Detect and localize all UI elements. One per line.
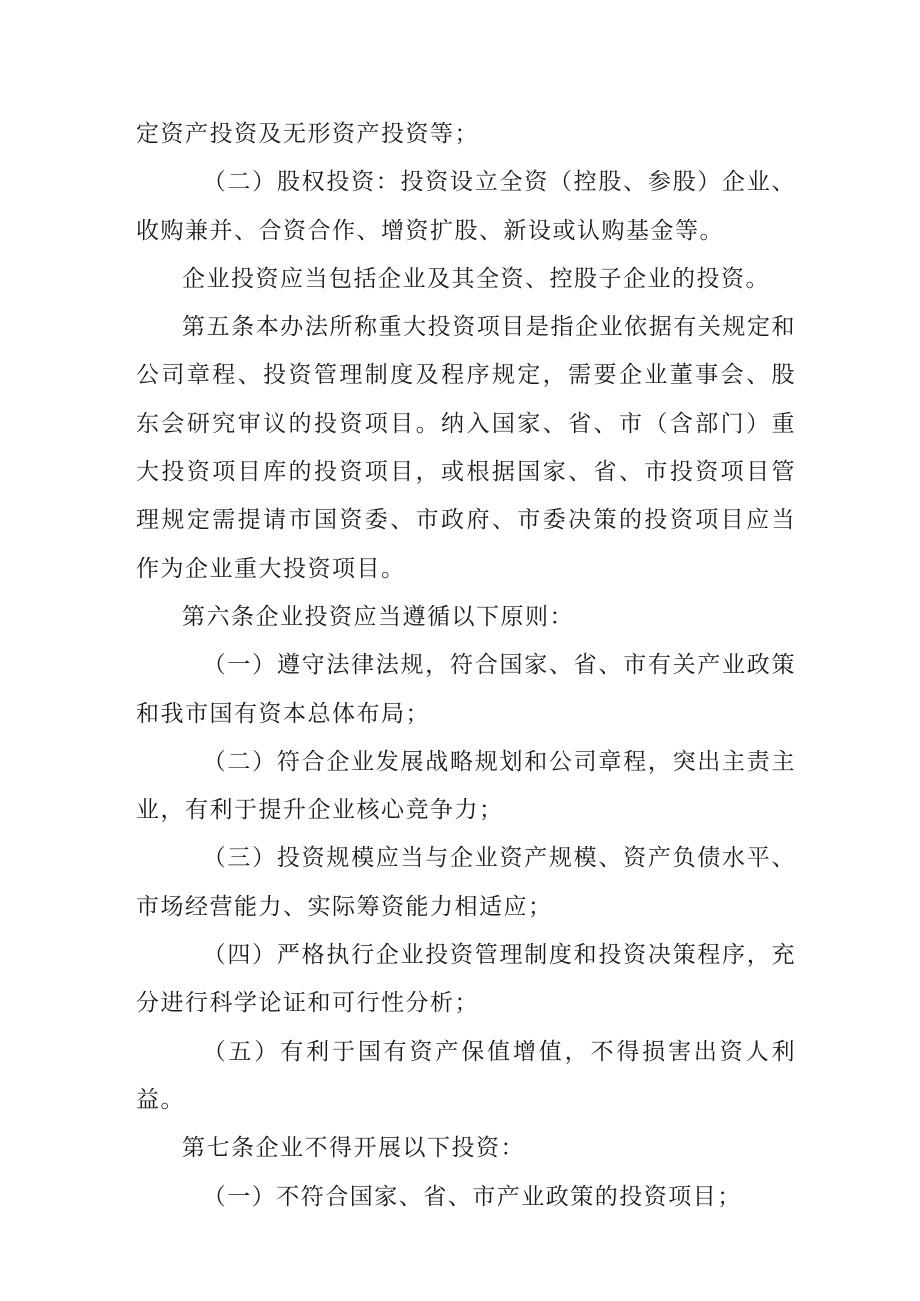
paragraph-continuation: 定资产投资及无形资产投资等；	[136, 121, 479, 147]
paragraph-article-5: 第五条本办法所称重大投资项目是指企业依据有关规定和公司章程、投资管理制度及程序规定，需要企业董事会、股东会研究审议的投资项目。纳入国家、省、市（含部门）重大投资项目库的投资项目，或根据国家、省、市投资项目管理规定需提请市国资委、市政府、市委决策的投资项目应当作为企业重大投资项目。	[136, 314, 796, 582]
paragraph-article-7: 第七条企业不得开展以下投资：	[182, 1135, 525, 1162]
paragraph-principle-2: （二）符合企业发展战略规划和公司章程，突出主责主业，有利于提升企业核心竞争力；	[136, 748, 796, 824]
paragraph-article-6: 第六条企业投资应当遵循以下原则：	[182, 603, 574, 630]
paragraph-principle-1: （一）遵守法律法规，符合国家、省、市有关产业政策和我市国有资本总体布局；	[136, 652, 796, 727]
paragraph-principle-5: （五）有利于国有资产保值增值，不得损害出资人利益。	[136, 1038, 796, 1113]
paragraph-investment-scope: 企业投资应当包括企业及其全资、控股子企业的投资。	[182, 265, 770, 292]
document-body	[136, 110, 796, 1221]
paragraph-equity-investment: （二）股权投资：投资设立全资（控股、参股）企业、收购兼并、合资合作、增资扩股、新设或认购基金等。	[136, 169, 796, 244]
paragraph-principle-3: （三）投资规模应当与企业资产规模、资产负债水平、市场经营能力、实际筹资能力相适应；	[136, 845, 796, 920]
paragraph-prohibition-1: （一）不符合国家、省、市产业政策的投资项目；	[202, 1183, 742, 1210]
paragraph-principle-4: （四）严格执行企业投资管理制度和投资决策程序，充分进行科学论证和可行性分析；	[136, 942, 796, 1017]
